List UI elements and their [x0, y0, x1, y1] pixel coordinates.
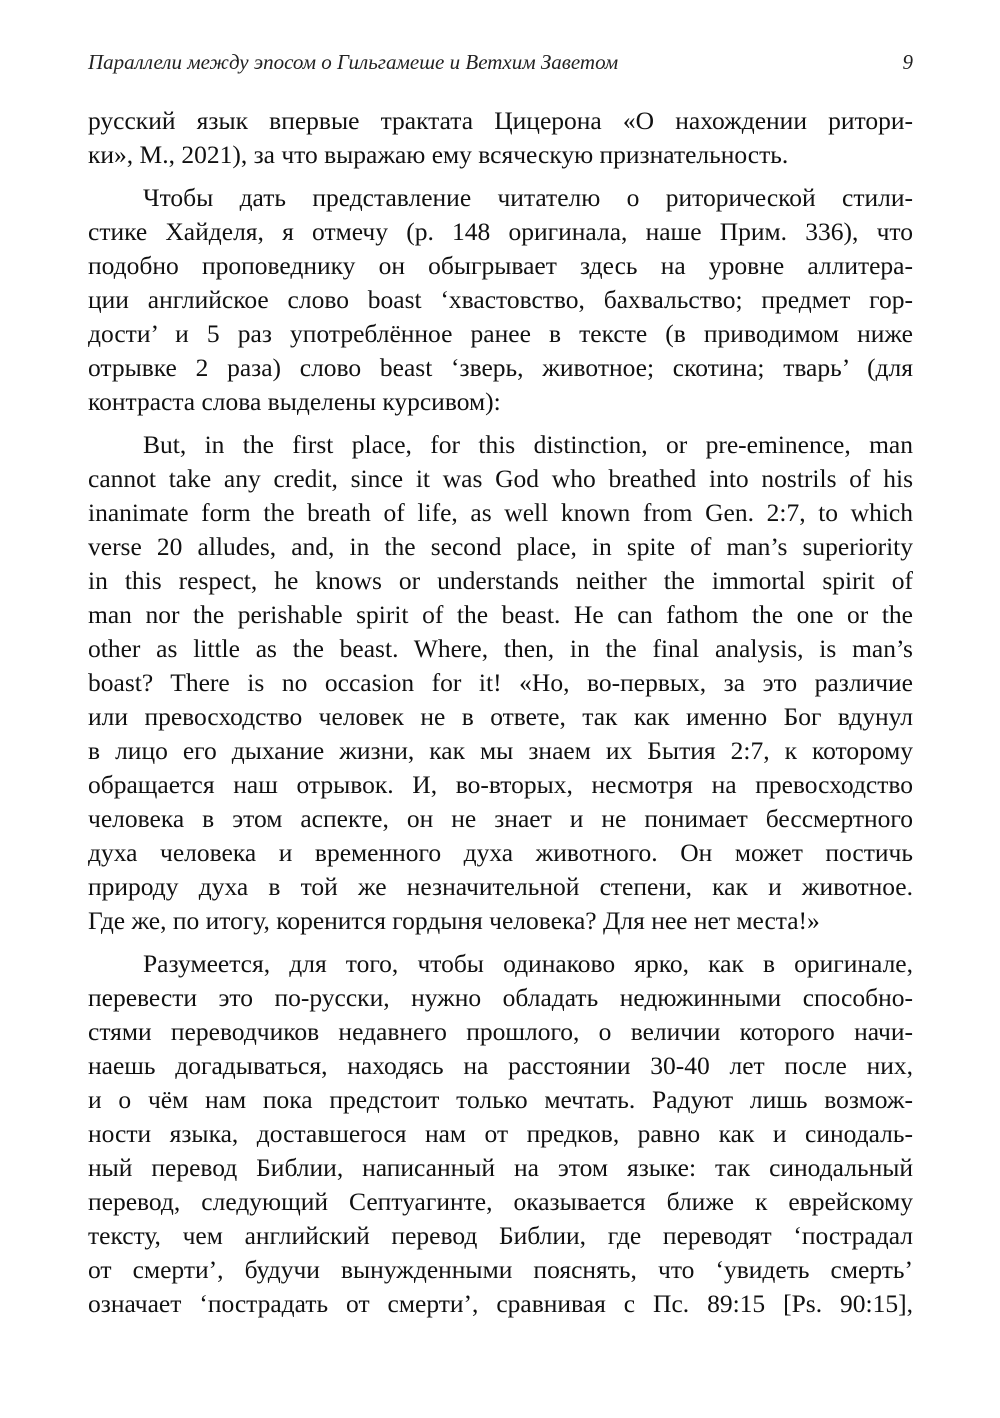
text-line: other as little as the beast. Where, then, in the final analysis, is man’s — [88, 634, 913, 663]
text-line: духа человека и временного духа животного. Он может постичь — [88, 838, 913, 867]
text-line: стике Хайделя, я отмечу (p. 148 оригинала, наше Прим. 336), что — [88, 217, 913, 246]
page-number: 9 — [902, 50, 913, 74]
text-line: обращается наш отрывок. И, во-вторых, несмотря на превосходство — [88, 770, 913, 799]
text-line: But, in the first place, for this distinction, or pre-eminence, man — [143, 430, 913, 459]
running-title: Параллели между эпосом о Гильгамеше и Ветхим Заветом — [88, 50, 619, 74]
text-line: ки», М., 2021), за что выражаю ему всяческую признательность. — [88, 140, 789, 169]
paragraph — [88, 181, 913, 419]
text-line: Где же, по итогу, коренится гордыня человека? Для нее нет места!» — [88, 906, 820, 935]
text-line: подобно проповеднику он обыгрывает здесь на уровне аллитера- — [88, 251, 913, 280]
text-line: или превосходство человек не в ответе, так как именно Бог вдунул — [88, 702, 913, 731]
paragraph — [88, 428, 913, 938]
text-line: природу духа в той же незначительной степени, как и животное. — [88, 872, 913, 901]
text-line: тексту, чем английский перевод Библии, где переводят ‘пострадал — [88, 1221, 913, 1250]
paragraph — [88, 104, 913, 172]
text-line: ный перевод Библии, написанный на этом языке: так синодальный — [88, 1153, 913, 1182]
text-line: означает ‘пострадать от смерти’, сравнивая с Пс. 89:15 [Ps. 90:15], — [88, 1289, 913, 1318]
text-line: дости’ и 5 раз употреблённое ранее в тексте (в приводимом ниже — [88, 319, 913, 348]
text-line: русский язык впервые трактата Цицерона «О нахождении ритори- — [88, 106, 913, 135]
text-line: Разумеется, для того, чтобы одинаково ярко, как в оригинале, — [143, 949, 913, 978]
page-body — [88, 104, 913, 1330]
text-line: inanimate form the breath of life, as well known from Gen. 2:7, to which — [88, 498, 913, 527]
text-line: ции английское слово boast ‘хвастовство, бахвальство; предмет гор- — [88, 285, 913, 314]
paragraph — [88, 947, 913, 1321]
text-line: контраста слова выделены курсивом): — [88, 387, 501, 416]
text-line: и о чём нам пока предстоит только мечтать. Радуют лишь возмож- — [88, 1085, 913, 1114]
text-line: человека в этом аспекте, он не знает и не понимает бессмертного — [88, 804, 913, 833]
text-line: наешь догадываться, находясь на расстоянии 30-40 лет после них, — [88, 1051, 913, 1080]
text-line: в лицо его дыхание жизни, как мы знаем их Бытия 2:7, к которому — [88, 736, 913, 765]
text-line: ности языка, доставшегося нам от предков, равно как и синодаль- — [88, 1119, 913, 1148]
text-line: in this respect, he knows or understands neither the immortal spirit of — [88, 566, 913, 595]
text-line: перевод, следующий Септуагинте, оказывается ближе к еврейскому — [88, 1187, 913, 1216]
text-line: man nor the perishable spirit of the beast. He can fathom the one or the — [88, 600, 913, 629]
text-line: отрывке 2 раза) слово beast ‘зверь, животное; скотина; тварь’ (для — [88, 353, 913, 382]
running-header — [88, 50, 913, 80]
text-line: cannot take any credit, since it was God who breathed into nostrils of his — [88, 464, 913, 493]
text-line: от смерти’, будучи вынужденными пояснять, что ‘увидеть смерть’ — [88, 1255, 913, 1284]
text-line: boast? There is no occasion for it! «Но, во-первых, за это различие — [88, 668, 913, 697]
text-line: перевести это по-русски, нужно обладать недюжинными способно- — [88, 983, 913, 1012]
text-line: Чтобы дать представление читателю о риторической стили- — [143, 183, 913, 212]
text-line: стями переводчиков недавнего прошлого, о величии которого начи- — [88, 1017, 913, 1046]
text-line: verse 20 alludes, and, in the second place, in spite of man’s superiority — [88, 532, 913, 561]
